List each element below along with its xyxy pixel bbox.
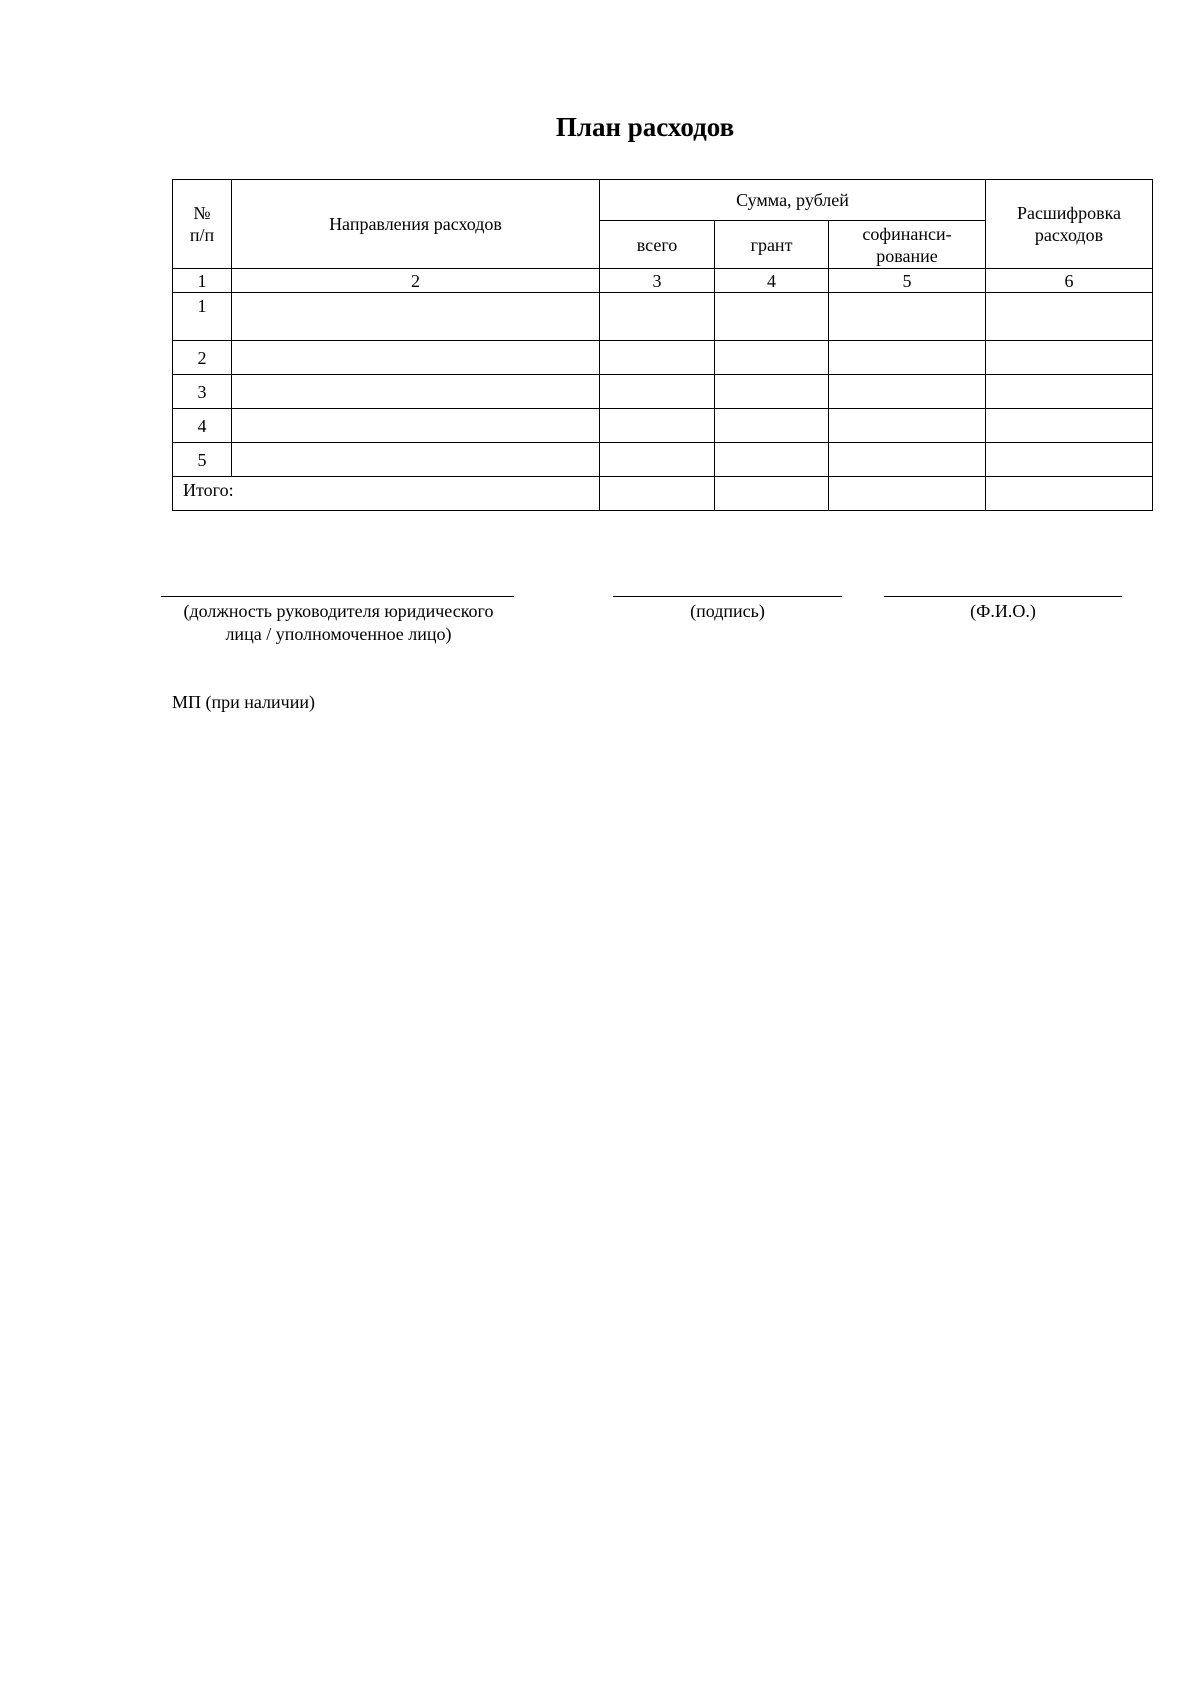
row-cofinancing[interactable] <box>829 443 986 477</box>
table-row <box>173 293 1153 341</box>
row-total[interactable] <box>600 409 715 443</box>
row-direction[interactable] <box>232 293 600 341</box>
table-row <box>173 341 1153 375</box>
row-direction[interactable] <box>232 443 600 477</box>
total-grant[interactable] <box>715 477 829 511</box>
table-row <box>173 443 1153 477</box>
position-signature-line[interactable] <box>161 596 514 597</box>
row-grant[interactable] <box>715 409 829 443</box>
header-sum-total <box>600 221 715 269</box>
table-row <box>173 409 1153 443</box>
column-number: 3 <box>600 269 715 293</box>
header-num <box>173 180 232 269</box>
total-label: Итого: <box>173 477 600 511</box>
row-num: 5 <box>173 443 232 477</box>
row-grant[interactable] <box>715 293 829 341</box>
signature-caption: (подпись) <box>690 601 765 621</box>
row-num: 2 <box>173 341 232 375</box>
header-sum-cofinancing <box>829 221 986 269</box>
row-total[interactable] <box>600 293 715 341</box>
column-number: 6 <box>986 269 1153 293</box>
header-sum-group <box>600 180 986 221</box>
row-num: 4 <box>173 409 232 443</box>
row-num: 1 <box>173 293 232 341</box>
row-details[interactable] <box>986 293 1153 341</box>
table-row <box>173 375 1153 409</box>
row-direction[interactable] <box>232 409 600 443</box>
header-direction <box>232 180 600 269</box>
total-details[interactable] <box>986 477 1153 511</box>
row-total[interactable] <box>600 443 715 477</box>
header-sum-group-label: Сумма, рублей <box>736 190 849 210</box>
row-grant[interactable] <box>715 375 829 409</box>
row-num: 3 <box>173 375 232 409</box>
row-cofinancing[interactable] <box>829 409 986 443</box>
row-total[interactable] <box>600 341 715 375</box>
header-sum-total-label: всего <box>636 234 678 255</box>
total-row <box>173 477 1153 511</box>
row-details[interactable] <box>986 375 1153 409</box>
row-grant[interactable] <box>715 443 829 477</box>
total-cofinancing[interactable] <box>829 477 986 511</box>
signature-line[interactable] <box>613 596 842 597</box>
header-num-label: № п/п <box>189 203 215 245</box>
full-name-caption: (Ф.И.О.) <box>970 601 1036 621</box>
column-number: 1 <box>173 269 232 293</box>
full-name-line[interactable] <box>884 596 1122 597</box>
position-caption: (должность руководителя юридического лица / уполномоченное лицо) <box>183 601 494 644</box>
header-sum-grant-label: грант <box>750 234 793 255</box>
header-direction-label: Направления расходов <box>329 214 502 234</box>
row-direction[interactable] <box>232 341 600 375</box>
row-cofinancing[interactable] <box>829 375 986 409</box>
column-number: 2 <box>232 269 600 293</box>
total-sum[interactable] <box>600 477 715 511</box>
column-number: 5 <box>829 269 986 293</box>
column-number: 4 <box>715 269 829 293</box>
row-details[interactable] <box>986 409 1153 443</box>
stamp-note: МП (при наличии) <box>172 692 315 712</box>
expense-plan-table <box>172 179 1153 511</box>
header-details-label: Расшифровка расходов <box>1016 203 1122 245</box>
row-cofinancing[interactable] <box>829 341 986 375</box>
row-total[interactable] <box>600 375 715 409</box>
row-details[interactable] <box>986 443 1153 477</box>
page-title: План расходов <box>555 112 735 142</box>
row-details[interactable] <box>986 341 1153 375</box>
row-cofinancing[interactable] <box>829 293 986 341</box>
header-sum-grant <box>715 221 829 269</box>
row-direction[interactable] <box>232 375 600 409</box>
row-grant[interactable] <box>715 341 829 375</box>
header-sum-cofinancing-label: софинанси-рование <box>862 223 952 266</box>
header-details <box>986 180 1153 269</box>
